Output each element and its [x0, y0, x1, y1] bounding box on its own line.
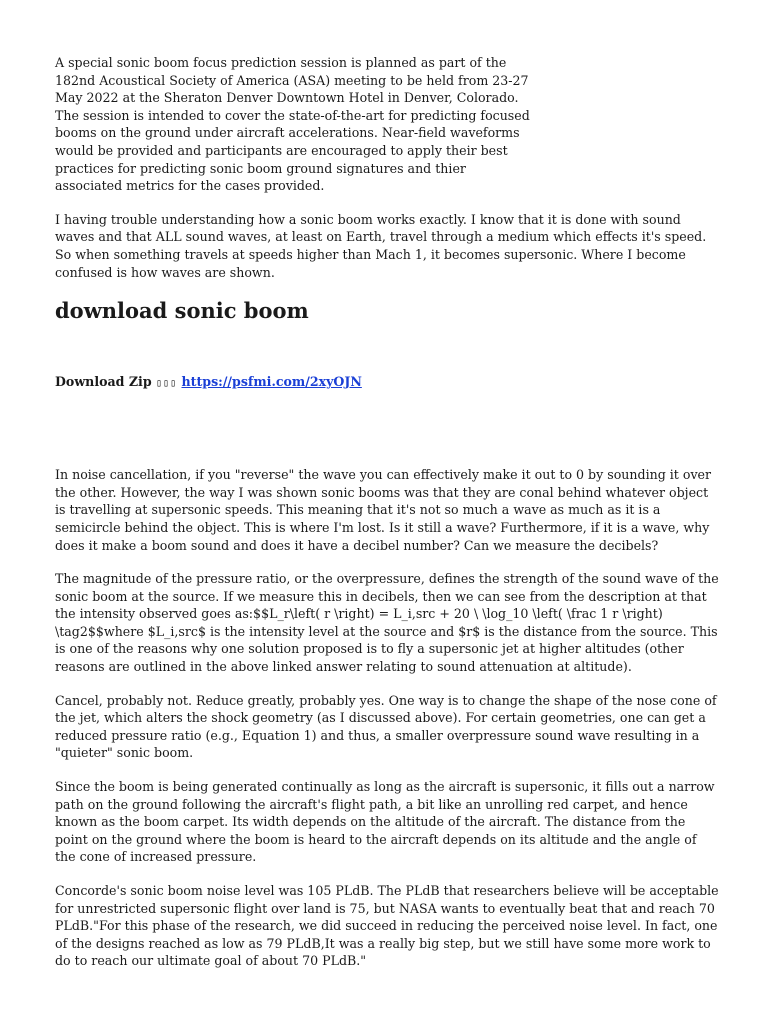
body-paragraph: In noise cancellation, if you "reverse" the wave you can effectively make it out to 0 by sounding it over the other. However, the way I was shown sonic booms was that they are conal behind whatever object is travelling at supersonic speeds. This meaning that it's not so much a wave as much as it is a semicircle behind the object. This is where I'm lost. Is it still a wave? Furthermore, if it is a wave, why does it make a boom sound and does it have a decibel number? Can we measure the decibels? — [55, 467, 712, 553]
document-page — [55, 54, 720, 970]
intro-paragraph: A special sonic boom focus prediction session is planned as part of the 182nd Acoustical Society of America (ASA) meeting to be held from 23-27 May 2022 at the Sheraton Denver Downtown Hotel in Denver, Colorado. The session is intended to cover the state-of-the-art for predicting focused booms on the ground under aircraft accelerations. Near-field waveforms would be provided and participants are encouraged to apply their best practices for predicting sonic boom ground signatures and thier associated metrics for the cases provided. — [55, 55, 530, 194]
page-heading: download sonic boom — [55, 298, 309, 324]
download-link[interactable]: https://psfmi.com/2xyOJN — [181, 374, 362, 390]
body-paragraph: Since the boom is being generated continually as long as the aircraft is supersonic, it fills out a narrow path on the ground following the aircraft's flight path, a bit like an unrolling red carpet, and hence known as the boom carpet. Its width depends on the altitude of the aircraft. The distance from the point on the ground where the boom is heard to the aircraft depends on its altitude and the angle of the cone of increased pressure. — [55, 779, 715, 865]
body-paragraph: Concorde's sonic boom noise level was 105 PLdB. The PLdB that researchers believe will be acceptable for unrestricted supersonic flight over land is 75, but NASA wants to eventually beat that and reach 70 PLdB."For this phase of the research, we did succeed in reducing the perceived noise level. In fact, one of the designs reached as low as 79 PLdB,It was a really big step, but we still have some more work to do to reach our ultimate goal of about 70 PLdB." — [55, 883, 719, 969]
download-line — [55, 373, 720, 392]
body-paragraph: The magnitude of the pressure ratio, or the overpressure, defines the strength of the sound wave of the sonic boom at the source. If we measure this in decibels, then we can see from the description at that the intensity observed goes as:$$L_r\left( r \right) = L_i,src + 20 \ \log_10 \left( \frac 1 r \right) \tag2$$where $L_i,src$ is the intensity level at the source and $r$ is the distance from the source. This is one of the reasons why one solution proposed is to fly a supersonic jet at higher altitudes (other reasons are outlined in the above linked answer relating to sound attenuation at altitude). — [55, 571, 719, 675]
download-glyphs: ▯▯▯ — [156, 378, 178, 390]
question-paragraph: I having trouble understanding how a sonic boom works exactly. I know that it is done with sound waves and that ALL sound waves, at least on Earth, travel through a medium which effects it's speed. So when something travels at speeds higher than Mach 1, it becomes supersonic. Where I become confused is how waves are shown. — [55, 211, 707, 280]
download-label: Download Zip — [55, 374, 152, 390]
body-paragraph: Cancel, probably not. Reduce greatly, probably yes. One way is to change the shape of the nose cone of the jet, which alters the shock geometry (as I discussed above). For certain geometries, one can get a reduced pressure ratio (e.g., Equation 1) and thus, a smaller overpressure sound wave resulting in a "quieter" sonic boom. — [55, 692, 717, 761]
